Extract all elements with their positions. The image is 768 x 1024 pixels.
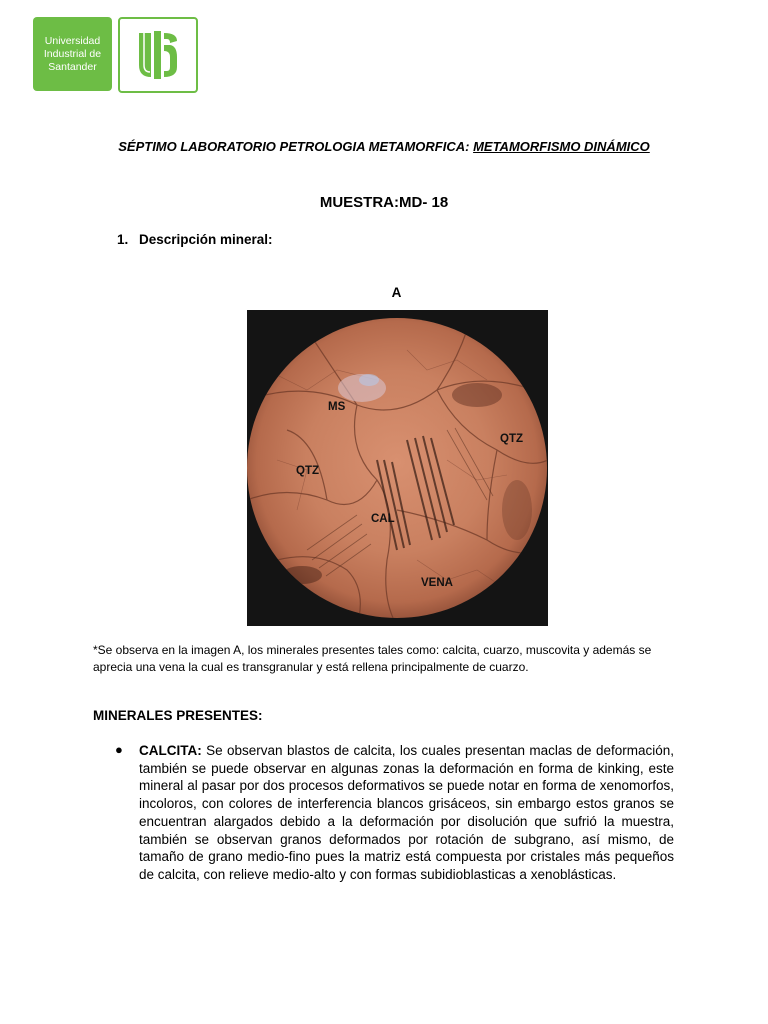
- calcita-label: CALCITA:: [139, 743, 202, 758]
- micrograph-image: [247, 310, 548, 626]
- section-number: 1.: [117, 232, 129, 247]
- figure-label: A: [391, 285, 402, 300]
- title-prefix: SÉPTIMO LABORATORIO PETROLOGIA METAMORFICA:: [118, 139, 474, 154]
- bullet-icon: ●: [115, 742, 123, 757]
- figure-caption: *Se observa en la imagen A, los minerales presentes tales como: calcita, cuarzo, muscovita y además se aprecia una vena la cual es transgranular y está rellena principalmente de cuarzo.: [93, 643, 652, 674]
- university-logo-text: [33, 17, 112, 91]
- minerals-heading: MINERALES PRESENTES:: [93, 708, 263, 723]
- annotation-qtz-right: QTZ: [500, 433, 523, 445]
- calcita-paragraph: [139, 742, 674, 884]
- annotation-vena: VENA: [421, 577, 453, 589]
- annotation-qtz-left: QTZ: [296, 465, 319, 477]
- annotation-cal: CAL: [371, 513, 395, 525]
- document-title: [0, 139, 768, 154]
- section-title: Descripción mineral:: [139, 232, 273, 247]
- uis-logo-icon: [118, 17, 198, 93]
- annotation-ms: MS: [328, 401, 346, 413]
- logo-line-3: Santander: [48, 60, 97, 73]
- calcita-text: Se observan blastos de calcita, los cuales presentan maclas de deformación, también se puede observar en algunas zonas la deformación en forma de kinking, este mineral al pasar por dos procesos deformativos se puede notar en forma de xenomorfos, incoloros, con colores de interferencia blancos grisáceos, sin embargo estos granos se encuentran alargados debido a la deformación por disolución que sufrió la muestra, también se observan granos deformados por rotación de subgrano, así mismo, de tamaño de grano medio-fino pues la matriz está compuesta por cristales más pequeños de calcita, con relieve medio-alto y con formas subidioblasticas a xenoblásticas.: [139, 743, 674, 882]
- logo-line-2: Industrial de: [43, 47, 102, 60]
- title-underlined: METAMORFISMO DINÁMICO: [473, 139, 650, 154]
- sample-id: MUESTRA:MD- 18: [319, 194, 449, 211]
- section-heading: [117, 232, 273, 247]
- logo-line-1: Universidad: [44, 34, 101, 47]
